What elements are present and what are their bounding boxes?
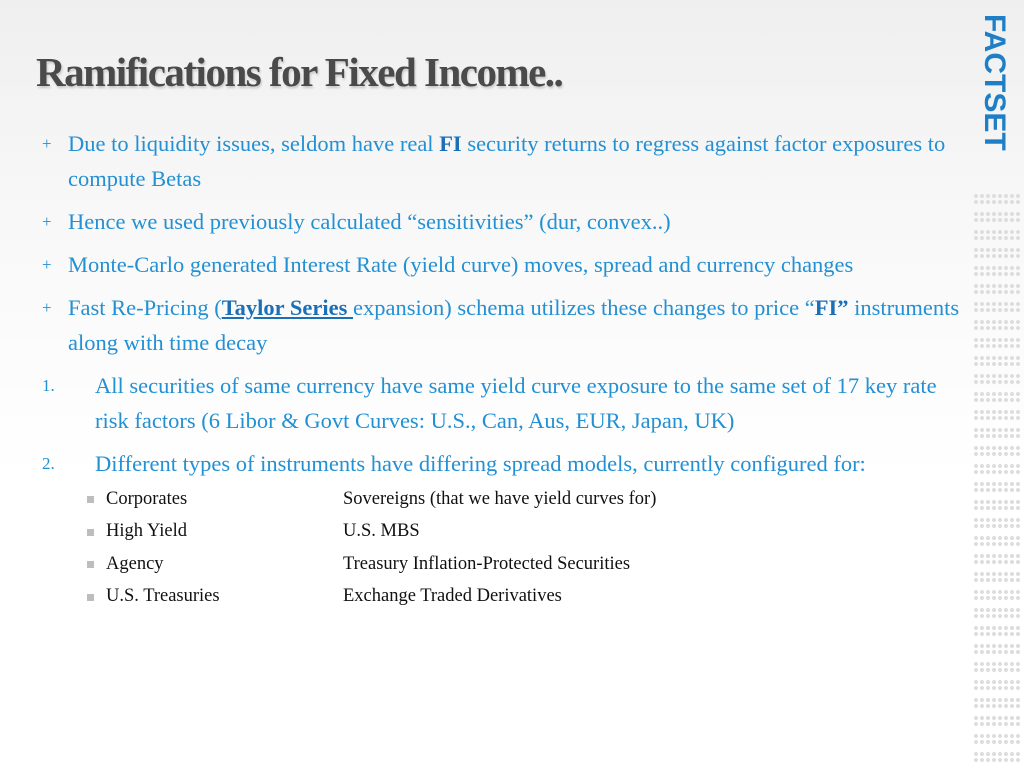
- factset-logo: [978, 14, 1010, 164]
- plus-bullet-icon: +: [42, 212, 52, 231]
- instrument-type: Treasury Inflation-Protected Securities: [343, 553, 631, 574]
- instrument-row: [87, 581, 960, 614]
- instrument-row: [87, 548, 960, 581]
- factset-logo-text: FACTSET: [978, 14, 1011, 151]
- instrument-type: Agency: [106, 553, 164, 574]
- plus-bullet-icon: +: [42, 298, 52, 317]
- bullet-item: [42, 204, 960, 239]
- plus-bullet-icon: +: [42, 255, 52, 274]
- bullet-text: [68, 290, 960, 360]
- instrument-row: [87, 483, 960, 516]
- slide-body: [42, 126, 960, 613]
- bullet-text-part: instruments along with time decay: [68, 295, 960, 355]
- taylor-series-link[interactable]: Taylor Series: [221, 295, 353, 320]
- numbered-text: Different types of instruments have differing spread models, currently configured for:: [95, 451, 866, 476]
- list-number: 2.: [42, 454, 55, 473]
- instrument-type: High Yield: [106, 521, 188, 542]
- bullet-text-part: expansion) schema utilizes these changes to price “: [353, 295, 815, 320]
- slide-title: Ramifications for Fixed Income..: [36, 49, 563, 95]
- decorative-dot-pattern: [973, 193, 1021, 768]
- instrument-type: Sovereigns (that we have yield curves for): [343, 488, 657, 509]
- instrument-row: [87, 516, 960, 549]
- instrument-type-list: [87, 483, 960, 613]
- bullet-text: Monte-Carlo generated Interest Rate (yield curve) moves, spread and currency changes: [68, 252, 854, 277]
- bullet-item: [42, 290, 960, 360]
- list-number: 1.: [42, 376, 55, 395]
- numbered-text: All securities of same currency have same yield curve exposure to the same set of 17 key rate risk factors (6 Libor & Govt Curves: U.S., Can, Aus, EUR, Japan, UK): [95, 373, 937, 433]
- bullet-item: [42, 247, 960, 282]
- instrument-type: Corporates: [106, 488, 188, 509]
- numbered-item: [42, 446, 960, 481]
- bullet-text-part: Fast Re-Pricing (: [68, 295, 222, 320]
- bullet-item: [42, 126, 960, 196]
- bullet-emphasis: FI: [439, 131, 462, 156]
- bullet-text-part: Due to liquidity issues, seldom have real: [68, 131, 440, 156]
- bullet-emphasis: FI”: [814, 295, 849, 320]
- bullet-text-part: security returns to regress against factor exposures to compute Betas: [68, 131, 946, 191]
- square-bullet-icon: [87, 496, 94, 503]
- plus-bullet-icon: +: [42, 134, 52, 153]
- bullet-text: [68, 126, 960, 196]
- instrument-type: U.S. MBS: [343, 521, 420, 542]
- square-bullet-icon: [87, 529, 94, 536]
- square-bullet-icon: [87, 561, 94, 568]
- square-bullet-icon: [87, 594, 94, 601]
- numbered-item: [42, 368, 960, 438]
- bullet-text: Hence we used previously calculated “sensitivities” (dur, convex..): [68, 209, 671, 234]
- instrument-type: U.S. Treasuries: [106, 586, 220, 607]
- instrument-type: Exchange Traded Derivatives: [343, 586, 562, 607]
